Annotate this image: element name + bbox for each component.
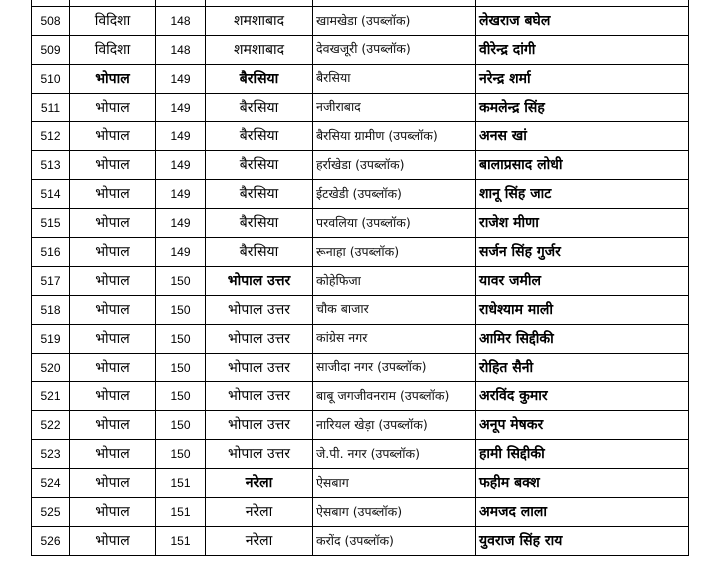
table-row	[32, 498, 689, 527]
block-cell: बैरसिया ग्रामीण (उपब्लॉक)	[313, 122, 476, 151]
serial-number-cell: 522	[32, 411, 70, 440]
assembly-name-cell: बैरसिया	[206, 122, 313, 151]
assembly-number-cell: 149	[156, 93, 206, 122]
block-cell: देवखजूरी (उपब्लॉक)	[313, 35, 476, 64]
district-cell: भोपाल	[70, 382, 156, 411]
district-cell: भोपाल	[70, 122, 156, 151]
appointee-name-cell: फहीम बक्श	[476, 469, 689, 498]
appointee-name-cell: शानू सिंह जाट	[476, 180, 689, 209]
district-cell: भोपाल	[70, 353, 156, 382]
serial-number-cell: 508	[32, 6, 70, 35]
table-row	[32, 382, 689, 411]
assembly-number-cell: 150	[156, 382, 206, 411]
serial-number-cell: 524	[32, 469, 70, 498]
assembly-number-cell: 150	[156, 411, 206, 440]
district-cell: भोपाल	[70, 209, 156, 238]
assembly-number-cell: 151	[156, 498, 206, 527]
table-row	[32, 238, 689, 267]
assembly-name-cell: भोपाल उत्तर	[206, 266, 313, 295]
district-cell: विदिशा	[70, 6, 156, 35]
assembly-name-cell: नरेला	[206, 469, 313, 498]
table-row	[32, 324, 689, 353]
block-cell: खामखेडा (उपब्लॉक)	[313, 6, 476, 35]
assembly-number-cell: 149	[156, 151, 206, 180]
district-cell: भोपाल	[70, 440, 156, 469]
assembly-number-cell: 149	[156, 64, 206, 93]
appointee-name-cell: यावर जमील	[476, 266, 689, 295]
assembly-number-cell: 151	[156, 526, 206, 555]
serial-number-cell: 515	[32, 209, 70, 238]
assembly-name-cell: बैरसिया	[206, 209, 313, 238]
block-cell: परवलिया (उपब्लॉक)	[313, 209, 476, 238]
appointee-name-cell: बालाप्रसाद लोधी	[476, 151, 689, 180]
table-row	[32, 6, 689, 35]
district-cell: विदिशा	[70, 35, 156, 64]
table-row	[32, 180, 689, 209]
block-cell: कोहेफिजा	[313, 266, 476, 295]
district-cell: भोपाल	[70, 526, 156, 555]
assembly-number-cell: 150	[156, 324, 206, 353]
appointee-name-cell: आमिर सिद्दीकी	[476, 324, 689, 353]
appointee-name-cell: नरेन्द्र शर्मा	[476, 64, 689, 93]
appointee-name-cell: कमलेन्द्र सिंह	[476, 93, 689, 122]
appointee-name-cell: हामी सिद्दीकी	[476, 440, 689, 469]
assembly-number-cell: 150	[156, 266, 206, 295]
appointments-table	[31, 0, 689, 556]
assembly-number-cell: 149	[156, 180, 206, 209]
block-cell: रूनाहा (उपब्लॉक)	[313, 238, 476, 267]
table-row	[32, 64, 689, 93]
appointee-name-cell: सर्जन सिंह गुर्जर	[476, 238, 689, 267]
assembly-number-cell: 149	[156, 122, 206, 151]
district-cell: भोपाल	[70, 151, 156, 180]
assembly-number-cell: 150	[156, 295, 206, 324]
assembly-number-cell: 151	[156, 469, 206, 498]
appointee-name-cell: राजेश मीणा	[476, 209, 689, 238]
assembly-name-cell: नरेला	[206, 526, 313, 555]
assembly-name-cell: भोपाल उत्तर	[206, 324, 313, 353]
serial-number-cell: 513	[32, 151, 70, 180]
table-row	[32, 295, 689, 324]
assembly-name-cell: बैरसिया	[206, 238, 313, 267]
table-row	[32, 266, 689, 295]
assembly-name-cell: भोपाल उत्तर	[206, 353, 313, 382]
assembly-name-cell: बैरसिया	[206, 64, 313, 93]
serial-number-cell: 516	[32, 238, 70, 267]
assembly-name-cell: बैरसिया	[206, 180, 313, 209]
appointee-name-cell: राधेश्याम माली	[476, 295, 689, 324]
serial-number-cell: 509	[32, 35, 70, 64]
appointee-name-cell: वीरेन्द्र दांगी	[476, 35, 689, 64]
assembly-name-cell: शमशाबाद	[206, 6, 313, 35]
table-row	[32, 440, 689, 469]
table-row	[32, 151, 689, 180]
appointee-name-cell: अमजद लाला	[476, 498, 689, 527]
block-cell: ईटखेडी (उपब्लॉक)	[313, 180, 476, 209]
appointee-name-cell: अरविंद कुमार	[476, 382, 689, 411]
block-cell: साजीदा नगर (उपब्लॉक)	[313, 353, 476, 382]
serial-number-cell: 521	[32, 382, 70, 411]
district-cell: भोपाल	[70, 266, 156, 295]
assembly-name-cell: भोपाल उत्तर	[206, 295, 313, 324]
appointee-name-cell: रोहित सैनी	[476, 353, 689, 382]
district-cell: भोपाल	[70, 469, 156, 498]
serial-number-cell: 518	[32, 295, 70, 324]
serial-number-cell: 517	[32, 266, 70, 295]
appointee-name-cell: अनूप मेषकर	[476, 411, 689, 440]
assembly-name-cell: नरेला	[206, 498, 313, 527]
serial-number-cell: 519	[32, 324, 70, 353]
district-cell: भोपाल	[70, 180, 156, 209]
table-row	[32, 93, 689, 122]
assembly-name-cell: बैरसिया	[206, 93, 313, 122]
assembly-number-cell: 149	[156, 238, 206, 267]
table-row	[32, 353, 689, 382]
assembly-name-cell: भोपाल उत्तर	[206, 382, 313, 411]
serial-number-cell: 526	[32, 526, 70, 555]
assembly-number-cell: 148	[156, 6, 206, 35]
district-cell: भोपाल	[70, 324, 156, 353]
block-cell: ऐसबाग	[313, 469, 476, 498]
table-row	[32, 35, 689, 64]
block-cell: करोंद (उपब्लॉक)	[313, 526, 476, 555]
serial-number-cell: 511	[32, 93, 70, 122]
assembly-name-cell: शमशाबाद	[206, 35, 313, 64]
block-cell: चौक बाजार	[313, 295, 476, 324]
district-cell: भोपाल	[70, 295, 156, 324]
serial-number-cell: 525	[32, 498, 70, 527]
appointee-name-cell: लेखराज बघेल	[476, 6, 689, 35]
block-cell: हर्राखेडा (उपब्लॉक)	[313, 151, 476, 180]
table-row	[32, 122, 689, 151]
block-cell: बाबू जगजीवनराम (उपब्लॉक)	[313, 382, 476, 411]
district-cell: भोपाल	[70, 498, 156, 527]
serial-number-cell: 514	[32, 180, 70, 209]
block-cell: नारियल खेड़ा (उपब्लॉक)	[313, 411, 476, 440]
serial-number-cell: 512	[32, 122, 70, 151]
serial-number-cell: 520	[32, 353, 70, 382]
assembly-name-cell: भोपाल उत्तर	[206, 440, 313, 469]
table-row	[32, 209, 689, 238]
assembly-number-cell: 149	[156, 209, 206, 238]
assembly-name-cell: बैरसिया	[206, 151, 313, 180]
district-cell: भोपाल	[70, 238, 156, 267]
district-cell: भोपाल	[70, 64, 156, 93]
appointee-name-cell: युवराज सिंह राय	[476, 526, 689, 555]
block-cell: जे.पी. नगर (उपब्लॉक)	[313, 440, 476, 469]
assembly-number-cell: 148	[156, 35, 206, 64]
block-cell: ऐसबाग (उपब्लॉक)	[313, 498, 476, 527]
appointee-name-cell: अनस खां	[476, 122, 689, 151]
district-cell: भोपाल	[70, 93, 156, 122]
serial-number-cell: 510	[32, 64, 70, 93]
table-body	[32, 0, 689, 555]
assembly-number-cell: 150	[156, 353, 206, 382]
district-cell: भोपाल	[70, 411, 156, 440]
assembly-number-cell: 150	[156, 440, 206, 469]
block-cell: नजीराबाद	[313, 93, 476, 122]
table-row	[32, 411, 689, 440]
table-row	[32, 526, 689, 555]
block-cell: बैरसिया	[313, 64, 476, 93]
block-cell: कांग्रेस नगर	[313, 324, 476, 353]
table-row	[32, 469, 689, 498]
serial-number-cell: 523	[32, 440, 70, 469]
assembly-name-cell: भोपाल उत्तर	[206, 411, 313, 440]
